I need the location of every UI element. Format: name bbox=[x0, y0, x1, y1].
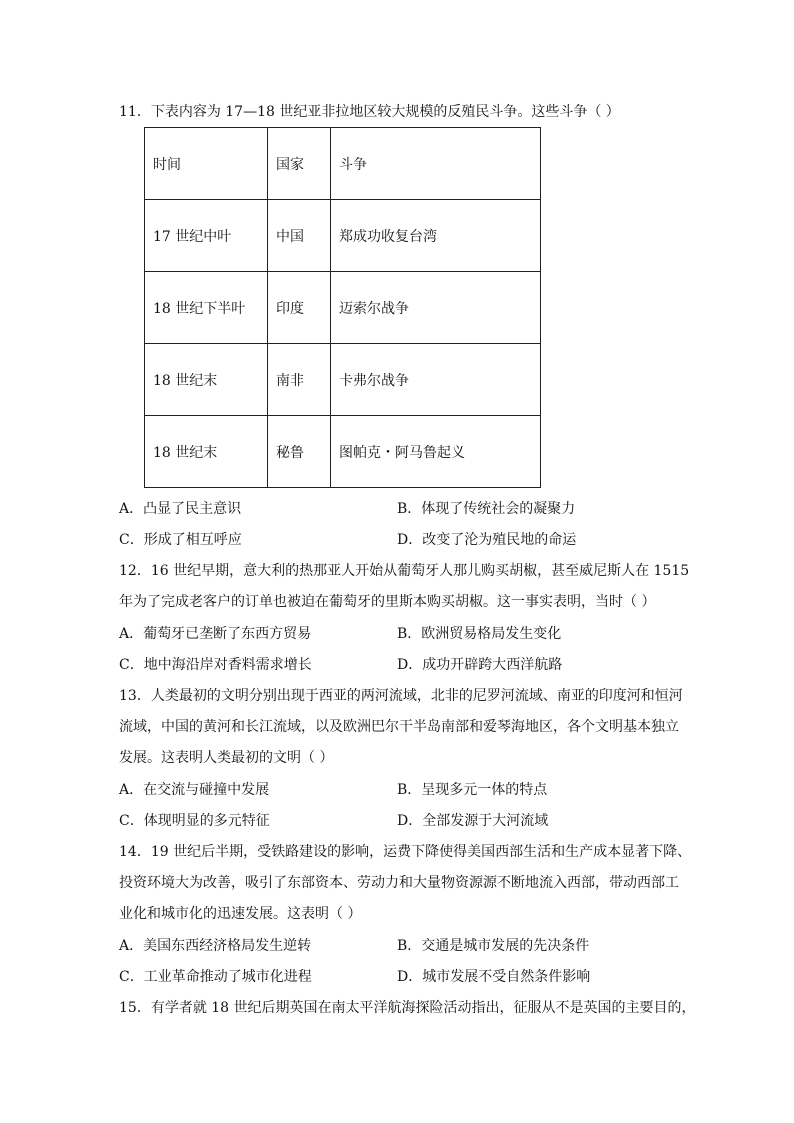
q12-option-c[interactable]: C．地中海沿岸对香料需求增长 bbox=[119, 657, 312, 673]
q14-option-c[interactable]: C．工业革命推动了城市化进程 bbox=[119, 969, 312, 985]
q12-stem-line2: 年为了完成老客户的订单也被迫在葡萄牙的里斯本购买胡椒。这一事实表明，当时（ ） bbox=[119, 594, 656, 610]
table-header-cell: 斗争 bbox=[331, 128, 541, 200]
table-header-row bbox=[145, 128, 541, 200]
q13-stem-line2: 流域，中国的黄河和长江流域，以及欧洲巴尔干半岛南部和爱琴海地区，各个文明基本独立 bbox=[119, 719, 679, 735]
q13-stem-line3: 发展。这表明人类最初的文明（ ） bbox=[119, 750, 334, 766]
table-header-cell: 国家 bbox=[268, 128, 331, 200]
table-cell: 秘鲁 bbox=[268, 416, 331, 488]
table-header-cell: 时间 bbox=[145, 128, 268, 200]
table-cell: 图帕克・阿马鲁起义 bbox=[331, 416, 541, 488]
table-cell: 中国 bbox=[268, 200, 331, 272]
q14-stem-line1: 14．19 世纪后半期，受铁路建设的影响，运费下降使得美国西部生活和生产成本显著下降、 bbox=[119, 844, 692, 860]
q15-stem-line1: 15．有学者就 18 世纪后期英国在南太平洋航海探险活动指出，征服从不是英国的主要目的， bbox=[119, 1000, 696, 1016]
q11-option-d[interactable]: D．改变了沦为殖民地的命运 bbox=[397, 532, 577, 548]
q12-stem-line1: 12．16 世纪早期，意大利的热那亚人开始从葡萄牙人那儿购买胡椒，甚至威尼斯人在 1515 bbox=[119, 563, 690, 579]
q14-option-b[interactable]: B．交通是城市发展的先决条件 bbox=[397, 938, 590, 954]
table-cell: 郑成功收复台湾 bbox=[331, 200, 541, 272]
q14-option-a[interactable]: A．美国东西经济格局发生逆转 bbox=[119, 938, 312, 954]
q11-option-a[interactable]: A．凸显了民主意识 bbox=[119, 501, 242, 517]
table-cell: 18 世纪下半叶 bbox=[145, 272, 268, 344]
q13-stem-line1: 13．人类最初的文明分别出现于西亚的两河流域，北非的尼罗河流域、南亚的印度河和恒河 bbox=[119, 688, 683, 704]
q12-option-a[interactable]: A．葡萄牙已垄断了东西方贸易 bbox=[119, 626, 312, 642]
table-cell: 迈索尔战争 bbox=[331, 272, 541, 344]
table-row bbox=[145, 416, 541, 488]
q11-stem: 11．下表内容为 17—18 世纪亚非拉地区较大规模的反殖民斗争。这些斗争（ ） bbox=[119, 104, 620, 120]
table-cell: 18 世纪末 bbox=[145, 416, 268, 488]
q14-stem-line3: 业化和城市化的迅速发展。这表明（ ） bbox=[119, 906, 362, 922]
q14-stem-line2: 投资环境大为改善，吸引了东部资本、劳动力和大量物资源源不断地流入西部，带动西部工 bbox=[119, 875, 679, 891]
q13-option-c[interactable]: C．体现明显的多元特征 bbox=[119, 813, 270, 829]
table-row bbox=[145, 200, 541, 272]
table-row bbox=[145, 344, 541, 416]
q11-option-b[interactable]: B．体现了传统社会的凝聚力 bbox=[397, 501, 576, 517]
table-cell: 南非 bbox=[268, 344, 331, 416]
q11-table bbox=[144, 127, 541, 488]
table-cell: 18 世纪末 bbox=[145, 344, 268, 416]
q12-option-b[interactable]: B．欧洲贸易格局发生变化 bbox=[397, 626, 562, 642]
table-cell: 卡弗尔战争 bbox=[331, 344, 541, 416]
q13-option-b[interactable]: B．呈现多元一体的特点 bbox=[397, 782, 548, 798]
q12-option-d[interactable]: D．成功开辟跨大西洋航路 bbox=[397, 657, 563, 673]
table-row bbox=[145, 272, 541, 344]
q11-option-c[interactable]: C．形成了相互呼应 bbox=[119, 532, 242, 548]
table-cell: 印度 bbox=[268, 272, 331, 344]
q13-option-d[interactable]: D．全部发源于大河流域 bbox=[397, 813, 549, 829]
q14-option-d[interactable]: D．城市发展不受自然条件影响 bbox=[397, 969, 591, 985]
q13-option-a[interactable]: A．在交流与碰撞中发展 bbox=[119, 782, 270, 798]
table-cell: 17 世纪中叶 bbox=[145, 200, 268, 272]
